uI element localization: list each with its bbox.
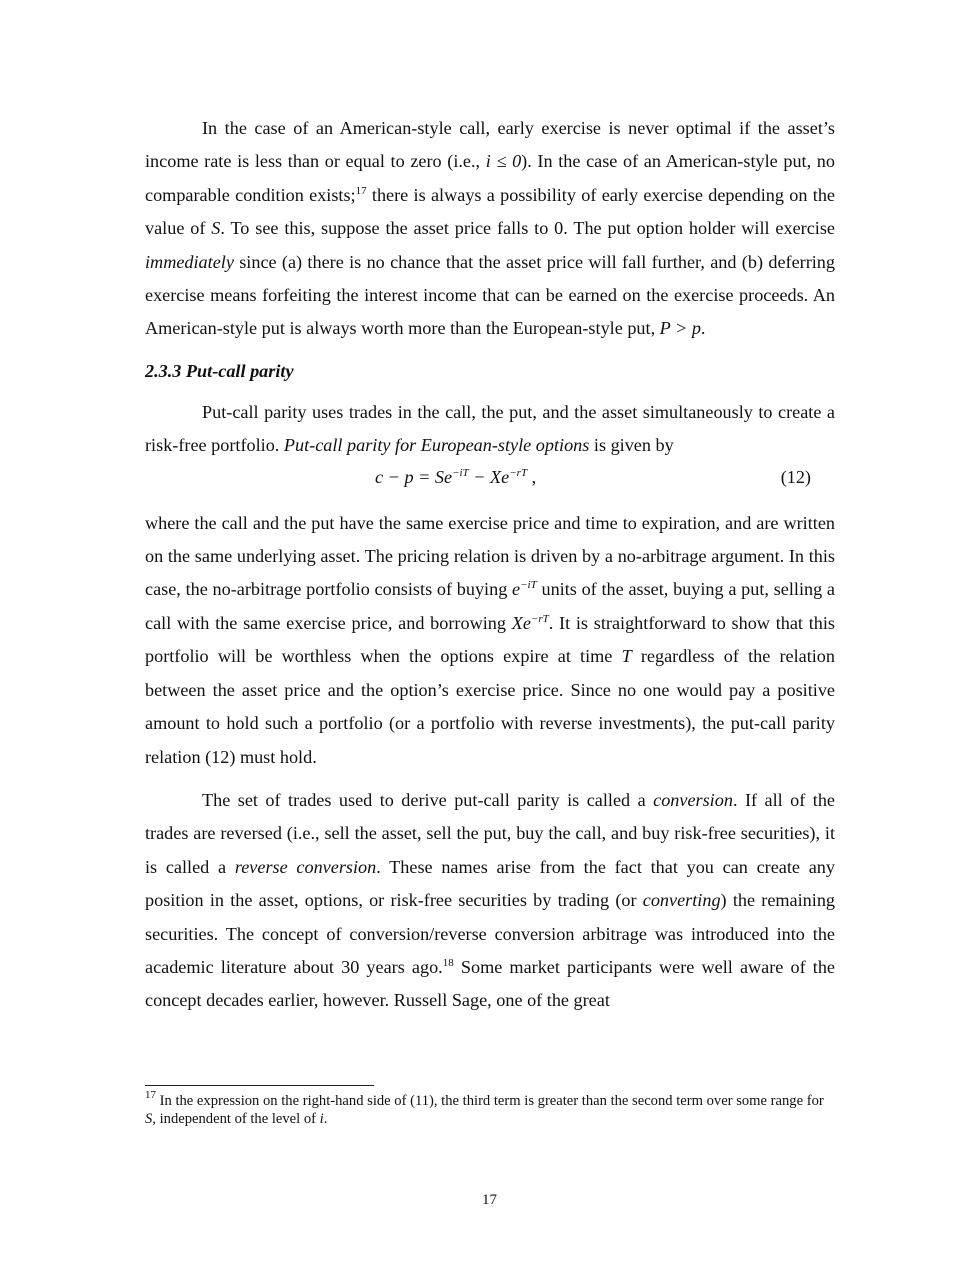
paragraph-put-call-intro: Put-call parity uses trades in the call, the put, and the asset simultaneously to create a risk-free portfolio. Put-call parity for European-style options is given by <box>145 401 835 456</box>
equation-number: (12) <box>780 466 811 487</box>
footnote-divider <box>145 1085 374 1086</box>
section-heading: 2.3.3 Put-call parity <box>145 360 294 381</box>
paragraph-no-arbitrage: where the call and the put have the same exercise price and time to expiration, and are written on the same underlying asset. The pricing relation is driven by a no-arbitrage argument. In this case, the no-arbitrage portfolio consists of buying $e^{-iT}$ units of the asset, buying a put, selling a call with the same exercise price, and borrowing $Xe^{-rT}$. It is straightforward to show that this portfolio will be worthless when the options expire at time T regardless of the relation between the asset price and the option’s exercise price. Since no one would pay a positive amount to hold such a portfolio (or a portfolio with reverse investments), the put-call parity relation (12) must hold. <box>145 512 835 767</box>
page-number: 17 <box>482 1192 497 1208</box>
equation-expression: $c - p = Se^{-iT} - Xe^{-rT}$ , <box>375 466 537 487</box>
equation-12 <box>145 463 835 507</box>
page-body <box>145 112 835 1018</box>
footnote-17: $^{17}$ In the expression on the right-hand side of (11), the third term is greater than the second term over some range for S, independent of the level of i. <box>145 1089 824 1127</box>
paragraph-american-options: In the case of an American-style call, early exercise is never optimal if the asset’s income rate is less than or equal to zero (i.e., i ≤ 0). In the case of an American-style put, no comparable condition exists;$^{17}$ there is always a possibility of early exercise depending on the value of S. To see this, suppose the asset price falls to 0. The put option holder will exercise immediately since (a) there is no chance that the asset price will fall further, and (b) deferring exercise means forfeiting the interest income that can be earned on the exercise proceeds. An American-style put is always worth more than the European-style put, P > p. <box>145 118 835 339</box>
paragraph-conversion: The set of trades used to derive put-call parity is called a conversion. If all of the trades are reversed (i.e., sell the asset, sell the put, buy the call, and buy risk-free securities), it is called a reverse conversion. These names arise from the fact that you can create any position in the asset, options, or risk-free securities by trading (or converting) the remaining securities. The concept of conversion/reverse conversion arbitrage was introduced into the academic literature about 30 years ago.$^{18}$ Some market participants were well aware of the concept decades earlier, however. Russell Sage, one of the great <box>145 789 836 1011</box>
